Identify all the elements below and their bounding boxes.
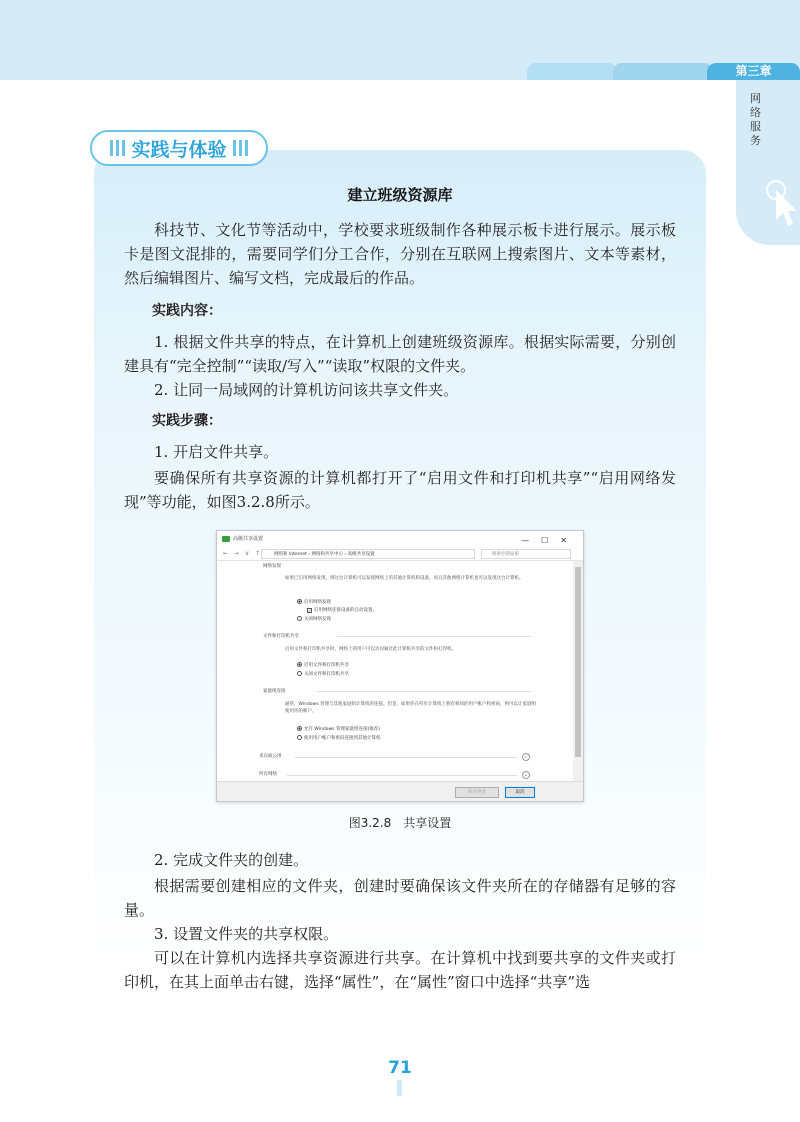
chevron-down-icon[interactable]: ⌄ [523, 754, 529, 760]
figure-caption: 图3.2.8 共享设置 [348, 816, 452, 830]
chevron-down-icon[interactable]: ⌄ [523, 772, 529, 778]
radio-label: 使用用户帐户和密码连接到其他计算机 [304, 736, 381, 741]
nav-arrows-icon[interactable]: ← → ∨ ↑ [223, 550, 263, 557]
step-2-desc: 根据需要创建相应的文件夹，创建时要确保该文件夹所在的存储器有足够的容量。 [124, 877, 676, 919]
radio-off-icon [297, 616, 302, 621]
radio-enable-discovery[interactable] [297, 599, 331, 606]
window-titlebar [217, 531, 583, 547]
radio-on-icon [297, 726, 302, 731]
page-number: 71 [388, 1058, 412, 1078]
step-1: 1. 开启文件共享。 [154, 443, 279, 461]
content-heading: 实践内容： [152, 303, 222, 319]
badge-bars-right [233, 140, 248, 156]
radio-windows-manage[interactable] [297, 726, 380, 733]
window-controls[interactable]: —☐✕ [521, 536, 579, 545]
sharing-settings-screenshot [216, 530, 584, 802]
search-input[interactable]: 搜索控制面板 [481, 549, 571, 559]
control-panel-icon [222, 536, 230, 542]
radio-label: 关闭文件和打印机共享 [304, 672, 349, 677]
section-guest-public[interactable]: 来宾或公用 [259, 754, 282, 759]
badge-bars-left [110, 140, 125, 156]
checkbox-label: 启用网络连接设备的自动设置。 [314, 608, 377, 613]
radio-disable-sharing[interactable] [297, 671, 349, 678]
chapter-tabs [527, 63, 800, 80]
step-3-desc: 可以在计算机内选择共享资源进行共享。在计算机中找到要共享的文件夹或打印机，在其上面单击右键，选择“属性”，在“属性”窗口中选择“共享”选 [124, 949, 676, 991]
chapter-tab-decor-2 [613, 63, 713, 80]
side-label: 网络服务 [750, 92, 761, 147]
radio-off-icon [297, 671, 302, 676]
section-badge [90, 130, 268, 166]
radio-on-icon [297, 662, 302, 667]
radio-on-icon [297, 599, 302, 604]
content-item-2: 2. 让同一局域网的计算机访问该共享文件夹。 [154, 381, 459, 399]
radio-use-account[interactable] [297, 735, 381, 742]
radio-label: 启用网络发现 [304, 600, 331, 605]
address-bar [217, 547, 583, 561]
step-3: 3. 设置文件夹的共享权限。 [154, 925, 339, 943]
section-all-networks[interactable]: 所有网络 [259, 772, 277, 777]
group-network-discovery: 网络发现 [263, 564, 281, 569]
group-file-printer: 文件和打印机共享 [263, 634, 299, 639]
radio-label: 启用文件和打印机共享 [304, 663, 349, 668]
step-1-desc: 要确保所有共享资源的计算机都打开了“启用文件和打印机共享”“启用网络发现”等功能，如图3.2.8所示。 [124, 469, 676, 511]
radio-disable-discovery[interactable] [297, 616, 331, 623]
cancel-button[interactable]: 取消 [505, 787, 535, 798]
radio-enable-sharing[interactable] [297, 662, 349, 669]
intro-paragraph: 科技节、文化节等活动中，学校要求班级制作各种展示板卡进行展示。展示板卡是图文混排的，需要同学们分工合作，分别在互联网上搜索图片、文本等素材，然后编辑图片、编写文档，完成最后的作品。 [124, 221, 676, 287]
group-homegroup: 家庭组连接 [263, 689, 286, 694]
radio-label: 关闭网络发现 [304, 617, 331, 622]
divider [317, 691, 531, 692]
group-2-desc: 启用文件和打印机共享时，网络上的用户可以访问通过此计算机共享的文件和打印机。 [285, 647, 456, 652]
breadcrumb[interactable]: 网络和 Internet › 网络和共享中心 › 高级共享设置 [261, 549, 475, 559]
save-changes-button[interactable]: 保存更改 [455, 787, 499, 798]
content-item-1: 1. 根据文件共享的特点，在计算机上创建班级资源库。根据实际需要，分别创建具有“完全控制”“读取/写入”“读取”权限的文件夹。 [124, 333, 676, 375]
group-1-desc: 如果已启用网络发现，则这台计算机可以发现网络上的其他计算机和设备，而且其他网络计算机也可以发现这台计算机。 [285, 576, 524, 581]
checkbox-auto-setup[interactable] [307, 607, 377, 614]
radio-off-icon [297, 735, 302, 740]
steps-heading: 实践步骤： [152, 413, 222, 429]
page-number-bar [397, 1080, 402, 1096]
checkbox-checked-icon: ✓ [308, 608, 312, 613]
chapter-tab-current: 第三章 [707, 63, 800, 80]
divider [337, 636, 531, 637]
window-footer [217, 781, 583, 801]
radio-label: 允许 Windows 管理家庭组连接(推荐) [304, 727, 380, 732]
badge-title: 实践与体验 [131, 138, 227, 161]
settings-body [217, 561, 571, 783]
step-2: 2. 完成文件夹的创建。 [154, 851, 309, 869]
group-3-desc: 通常，Windows 管理与其他家庭组计算机的连接。但是，如果你在所有计算机上拥有相同的用户帐户和密码，则可以让家庭组使用你的帐户。 [285, 702, 537, 714]
window-title: 高级共享设置 [233, 536, 264, 542]
chapter-tab-decor-1 [527, 63, 617, 80]
section-title: 建立班级资源库 [347, 186, 453, 204]
scrollbar[interactable] [573, 561, 583, 783]
scrollbar-thumb[interactable] [575, 567, 581, 757]
